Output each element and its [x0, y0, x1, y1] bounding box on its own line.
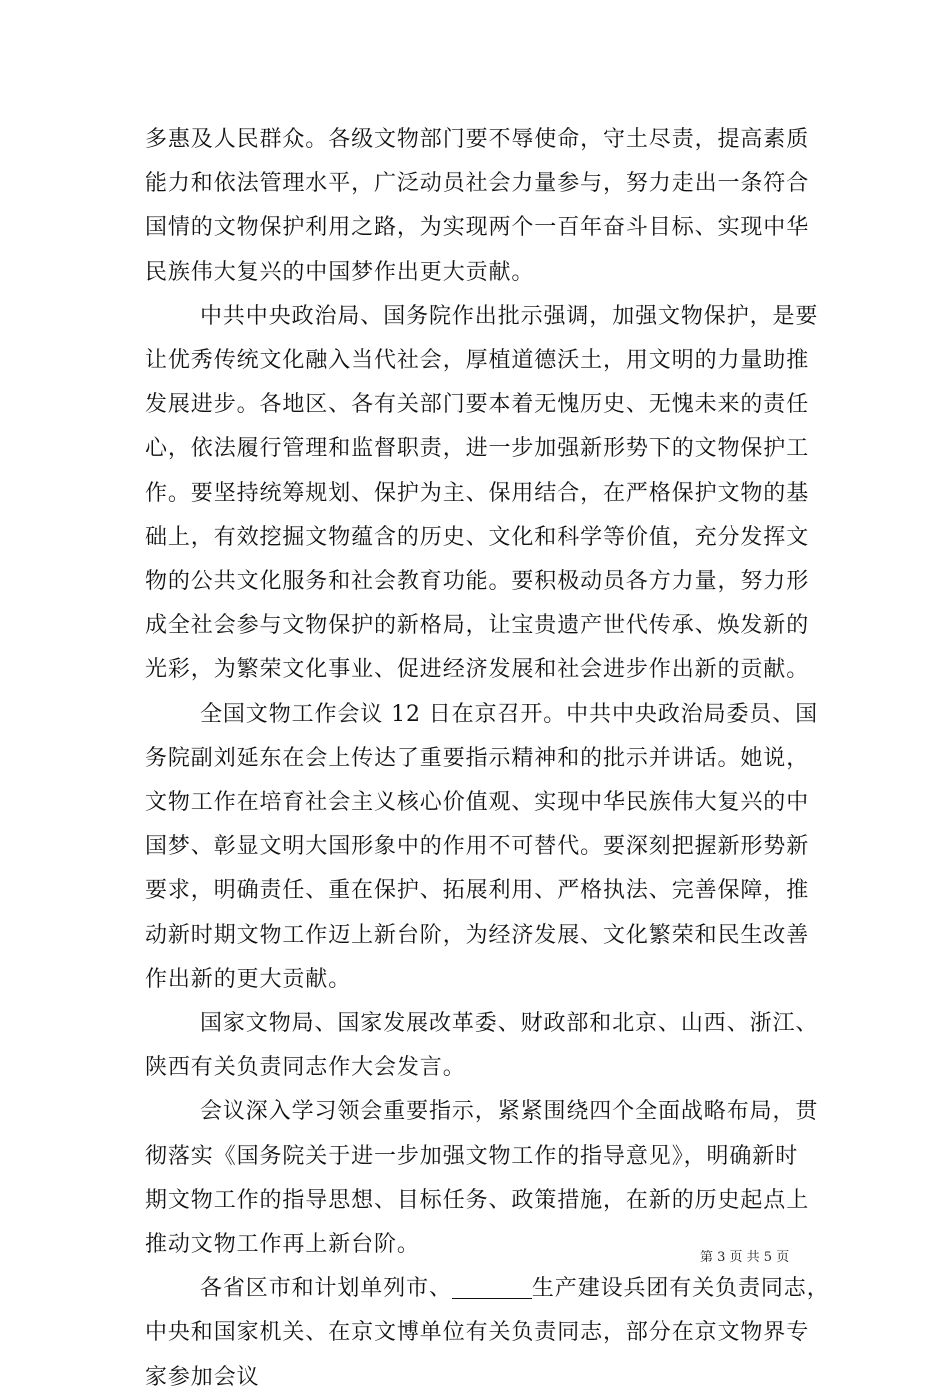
paragraph-2-line-6: 础上，有效挖掘文物蕴含的历史、文化和科学等价值，充分发挥文 — [145, 524, 810, 550]
paragraph-2-line-7: 物的公共文化服务和社会教育功能。要积极动员各方力量，努力形 — [145, 569, 810, 594]
paragraph-1-line-1: 多惠及人民群众。各级文物部门要不辱使命，守土尽责，提高素质 — [145, 127, 810, 152]
paragraph-3-line-1: 全国文物工作会议 12 日在京召开。中共中央政治局委员、国 — [200, 701, 819, 727]
paragraph-4-line-1: 国家文物局、国家发展改革委、财政部和北京、山西、浙江、 — [200, 1011, 819, 1036]
fill-in-blank — [452, 1278, 532, 1299]
paragraph-2-line-2: 让优秀传统文化融入当代社会，厚植道德沃土，用文明的力量助推 — [145, 348, 810, 373]
paragraph-3-line-5: 要求，明确责任、重在保护、拓展利用、严格执法、完善保障，推 — [145, 878, 810, 904]
paragraph-5-line-2: 彻落实《国务院关于进一步加强文物工作的指导意见》，明确新时 — [145, 1143, 799, 1169]
paragraph-6-line-3: 家参加会议 — [145, 1364, 260, 1390]
paragraph-3-line-6: 动新时期文物工作迈上新台阶，为经济发展、文化繁荣和民生改善 — [145, 922, 810, 948]
paragraph-2-line-9: 光彩，为繁荣文化事业、促进经济发展和社会进步作出新的贡献。 — [145, 657, 810, 683]
paragraph-5-line-3: 期文物工作的指导思想、目标任务、政策措施，在新的历史起点上 — [145, 1187, 810, 1213]
paragraph-2-line-1: 中共中央政治局、国务院作出批示强调，加强文物保护，是要 — [200, 303, 819, 329]
paragraph-4-line-2: 陕西有关负责同志作大会发言。 — [145, 1055, 466, 1081]
paragraph-1-line-2: 能力和依法管理水平，广泛动员社会力量参与，努力走出一条符合 — [145, 171, 810, 197]
paragraph-3-line-2: 务院副刘延东在会上传达了重要指示精神和的批示并讲话。她说， — [145, 745, 810, 771]
paragraph-2-line-4: 心，依法履行管理和监督职责，进一步加强新形势下的文物保护工 — [145, 436, 810, 462]
paragraph-3-line-3: 文物工作在培育社会主义核心价值观、实现中华民族伟大复兴的中 — [145, 790, 810, 815]
paragraph-2-line-8: 成全社会参与文物保护的新格局，让宝贵遗产世代传承、焕发新的 — [145, 613, 810, 639]
paragraph-3-line-4: 国梦、彰显文明大国形象中的作用不可替代。要深刻把握新形势新 — [145, 834, 810, 860]
paragraph-1-line-4: 民族伟大复兴的中国梦作出更大贡献。 — [145, 259, 535, 285]
paragraph-6-line-1 — [200, 1269, 830, 1309]
paragraph-3-line-7: 作出新的更大贡献。 — [145, 966, 352, 992]
page-number: 第 3 页 共 5 页 — [700, 1250, 790, 1265]
paragraph-5-line-4: 推动文物工作再上新台阶。 — [145, 1232, 420, 1257]
paragraph-6-text-before-blank: 各省区市和计划单列市、 — [200, 1276, 452, 1302]
paragraph-1-line-3: 国情的文物保护利用之路，为实现两个一百年奋斗目标、实现中华 — [145, 215, 810, 241]
paragraph-6-line-2: 中央和国家机关、在京文博单位有关负责同志，部分在京文物界专 — [145, 1320, 810, 1346]
paragraph-5-line-1: 会议深入学习领会重要指示，紧紧围绕四个全面战略布局，贯 — [200, 1099, 819, 1125]
paragraph-6-text-after-blank: 生产建设兵团有关负责同志， — [531, 1276, 830, 1302]
paragraph-2-line-5: 作。要坚持统筹规划、保护为主、保用结合，在严格保护文物的基 — [145, 480, 810, 506]
paragraph-2-line-3: 发展进步。各地区、各有关部门要本着无愧历史、无愧未来的责任 — [145, 392, 810, 418]
